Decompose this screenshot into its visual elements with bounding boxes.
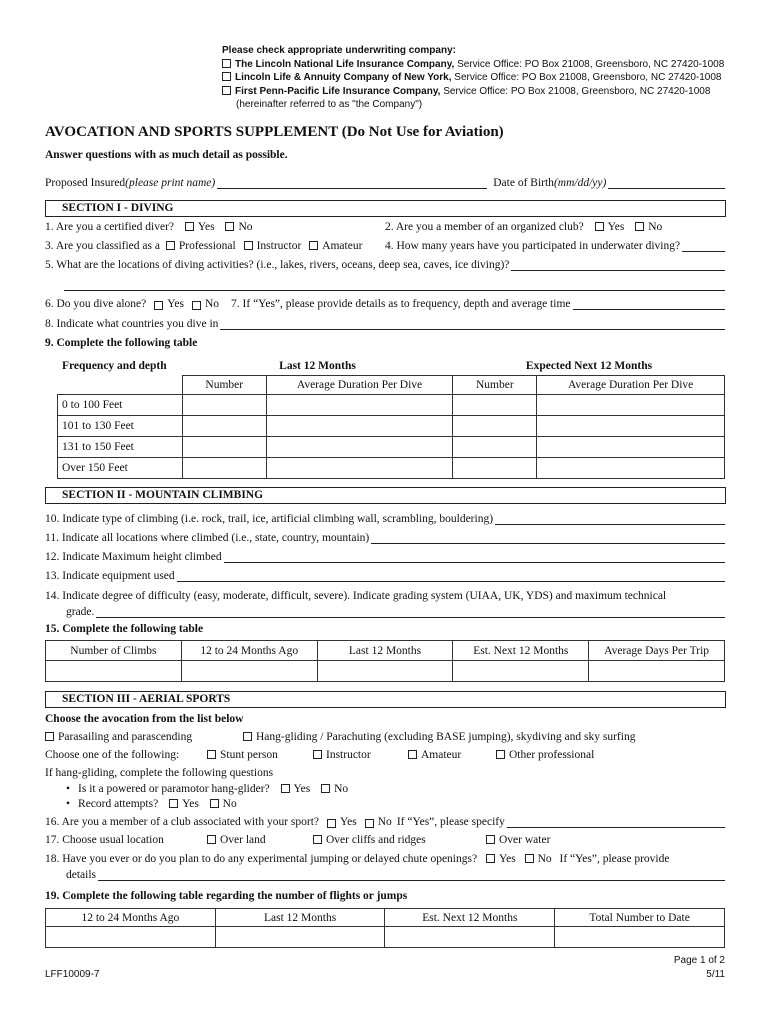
over-cliffs-checkbox[interactable] (313, 835, 322, 844)
col-header: 12 to 24 Months Ago (46, 909, 216, 927)
col-header: Total Number to Date (555, 909, 725, 927)
q11: 11. Indicate all locations where climbed (i.e., state, country, mountain) (45, 532, 725, 544)
q1: 1. Are you a certified diver? Yes No (45, 221, 253, 233)
role-other: Other professional (496, 749, 594, 761)
table-row (46, 661, 725, 682)
col-header: Est. Next 12 Months (385, 909, 555, 927)
q17-over-water: Over water (486, 834, 550, 846)
q12: 12. Indicate Maximum height climbed (45, 551, 725, 563)
powered-yes-checkbox[interactable] (281, 784, 290, 793)
col-header: Last 12 Months (317, 641, 453, 661)
revision-date: 5/11 (706, 969, 725, 980)
parasailing-checkbox[interactable] (45, 732, 54, 741)
diving-table-col-frequency: Frequency and depth (62, 360, 167, 372)
q19-label: 19. Complete the following table regarding the number of flights or jumps (45, 890, 408, 902)
q4-years-field[interactable] (682, 241, 725, 252)
hang-gliding-checkbox[interactable] (243, 732, 252, 741)
q17-over-land: Over land (207, 834, 266, 846)
over-land-checkbox[interactable] (207, 835, 216, 844)
diving-table-group-next12: Expected Next 12 Months (525, 360, 653, 372)
q2-yes-checkbox[interactable] (595, 222, 604, 231)
q18-details-field[interactable] (98, 870, 725, 881)
checkbox[interactable] (222, 72, 231, 81)
q17-over-cliffs: Over cliffs and ridges (313, 834, 426, 846)
aerial-option-hang: Hang-gliding / Parachuting (excluding BASE jumping), skydiving and sky surfing (243, 731, 635, 743)
q16-no-checkbox[interactable] (365, 819, 374, 828)
q6-q7: 6. Do you dive alone? Yes No 7. If “Yes”, please provide details as to frequency, depth and average time (45, 298, 725, 310)
q6-no-checkbox[interactable] (192, 301, 201, 310)
q13: 13. Indicate equipment used (45, 570, 725, 582)
page-number: Page 1 of 2 (673, 955, 725, 966)
q1-no-checkbox[interactable] (225, 222, 234, 231)
q4: 4. How many years have you participated in underwater diving? (385, 240, 725, 252)
q16: 16. Are you a member of a club associated with your sport? Yes No If “Yes”, please specify (45, 816, 725, 828)
q7-details-field[interactable] (573, 299, 726, 310)
diving-table-sub-avg: Average Duration Per Dive (537, 376, 725, 395)
form-subtitle: Answer questions with as much detail as possible. (45, 149, 288, 161)
q2-no-checkbox[interactable] (635, 222, 644, 231)
role-amateur: Amateur (408, 749, 461, 761)
table-row (58, 416, 725, 437)
col-header: Number of Climbs (46, 641, 182, 661)
q3-amateur-checkbox[interactable] (309, 241, 318, 250)
role-choose-label: Choose one of the following: (45, 749, 180, 761)
company-selection-title: Please check appropriate underwriting company: (222, 45, 456, 56)
record-no-checkbox[interactable] (210, 799, 219, 808)
company-option-lincoln-ny: Lincoln Life & Annuity Company of New York, Service Office: PO Box 21008, Greensboro, NC 27420-1008 (222, 71, 724, 85)
form-title: AVOCATION AND SPORTS SUPPLEMENT (Do Not Use for Aviation) (45, 124, 504, 140)
diving-table-group-last12: Last 12 Months (279, 360, 356, 372)
section-climbing-header: SECTION II - MOUNTAIN CLIMBING (45, 487, 726, 504)
q2: 2. Are you a member of an organized club? Yes No (385, 221, 663, 233)
company-option-lincoln-national: The Lincoln National Life Insurance Company, Service Office: PO Box 21008, Greensboro, NC 27420-1008 (222, 58, 724, 72)
table-row (58, 458, 725, 479)
q3-professional-checkbox[interactable] (166, 241, 175, 250)
company-selection (222, 44, 724, 112)
proposed-insured-field[interactable] (217, 178, 487, 189)
q18-line2: details (66, 869, 725, 881)
other-professional-checkbox[interactable] (496, 750, 505, 759)
col-header: Est. Next 12 Months (453, 641, 589, 661)
q18: 18. Have you ever or do you plan to do any experimental jumping or delayed chute openings? Yes No If “Yes”, please provide (45, 853, 670, 865)
company-option-first-penn: First Penn-Pacific Life Insurance Company, Service Office: PO Box 21008, Greensboro, NC 27420-1008 (222, 85, 724, 99)
q5: 5. What are the locations of diving activities? (i.e., lakes, rivers, oceans, deep sea, caves, ice diving)? (45, 259, 725, 271)
col-header: Average Days Per Trip (589, 641, 725, 661)
instructor-checkbox[interactable] (313, 750, 322, 759)
table-row (58, 437, 725, 458)
q1-yes-checkbox[interactable] (185, 222, 194, 231)
record-yes-checkbox[interactable] (169, 799, 178, 808)
q16-specify-field[interactable] (507, 817, 725, 828)
q5-locations-field-line2[interactable] (64, 280, 725, 291)
climbing-table (45, 640, 725, 682)
role-instructor: Instructor (313, 749, 371, 761)
q18-no-checkbox[interactable] (525, 854, 534, 863)
date-of-birth-field[interactable] (608, 178, 725, 189)
table-row (58, 395, 725, 416)
diving-table (57, 375, 725, 479)
row-label: 101 to 130 Feet (58, 416, 183, 437)
role-stunt: Stunt person (207, 749, 278, 761)
aerial-choose-label: Choose the avocation from the list below (45, 713, 244, 725)
q9-label: 9. Complete the following table (45, 337, 198, 349)
q11-field[interactable] (371, 533, 725, 544)
q14: 14. Indicate degree of difficulty (easy, moderate, difficult, severe). Indicate grading system (UIAA, UK, YDS) and maximum technical (45, 590, 667, 602)
q6-yes-checkbox[interactable] (154, 301, 163, 310)
q8-countries-field[interactable] (220, 319, 725, 330)
stunt-person-checkbox[interactable] (207, 750, 216, 759)
q3-instructor-checkbox[interactable] (244, 241, 253, 250)
section-aerial-header: SECTION III - AERIAL SPORTS (45, 691, 726, 708)
checkbox[interactable] (222, 59, 231, 68)
row-label: 0 to 100 Feet (58, 395, 183, 416)
form-code: LFF10009-7 (45, 969, 100, 980)
aerial-option-para: Parasailing and parascending (45, 731, 192, 743)
over-water-checkbox[interactable] (486, 835, 495, 844)
q12-field[interactable] (224, 552, 725, 563)
table-row (46, 927, 725, 948)
diving-table-sub-avg: Average Duration Per Dive (266, 376, 453, 395)
q13-field[interactable] (177, 571, 725, 582)
company-note: (hereinafter referred to as "the Company") (236, 99, 423, 110)
flights-table (45, 908, 725, 948)
q17: 17. Choose usual location (45, 834, 164, 846)
q10: 10. Indicate type of climbing (i.e. rock, trail, ice, artificial climbing wall, scrambling, bouldering) (45, 513, 725, 525)
q10-field[interactable] (495, 514, 725, 525)
col-header: Last 12 Months (215, 909, 385, 927)
proposed-insured-row: Proposed Insured (please print name) Date of Birth (mm/dd/yy) (45, 177, 725, 189)
bullet-record: • Record attempts? Yes No (66, 798, 237, 810)
powered-no-checkbox[interactable] (321, 784, 330, 793)
hang-gliding-questions-label: If hang-gliding, complete the following questions (45, 767, 274, 779)
row-label: 131 to 150 Feet (58, 437, 183, 458)
q14-line2: grade. (66, 606, 725, 618)
bullet-powered: • Is it a powered or paramotor hang-glider? Yes No (66, 783, 349, 795)
section-diving-header: SECTION I - DIVING (45, 200, 726, 217)
checkbox[interactable] (222, 86, 231, 95)
amateur-checkbox[interactable] (408, 750, 417, 759)
q14-field[interactable] (96, 607, 725, 618)
diving-table-sub-number: Number (453, 376, 537, 395)
q8: 8. Indicate what countries you dive in (45, 318, 725, 330)
q18-yes-checkbox[interactable] (486, 854, 495, 863)
q3: 3. Are you classified as a Professional Instructor Amateur (45, 240, 363, 252)
page-footer (674, 954, 725, 982)
q16-yes-checkbox[interactable] (327, 819, 336, 828)
diving-table-sub-number: Number (182, 376, 266, 395)
q15-label: 15. Complete the following table (45, 623, 204, 635)
row-label: Over 150 Feet (58, 458, 183, 479)
q5-locations-field[interactable] (511, 260, 725, 271)
col-header: 12 to 24 Months Ago (181, 641, 317, 661)
